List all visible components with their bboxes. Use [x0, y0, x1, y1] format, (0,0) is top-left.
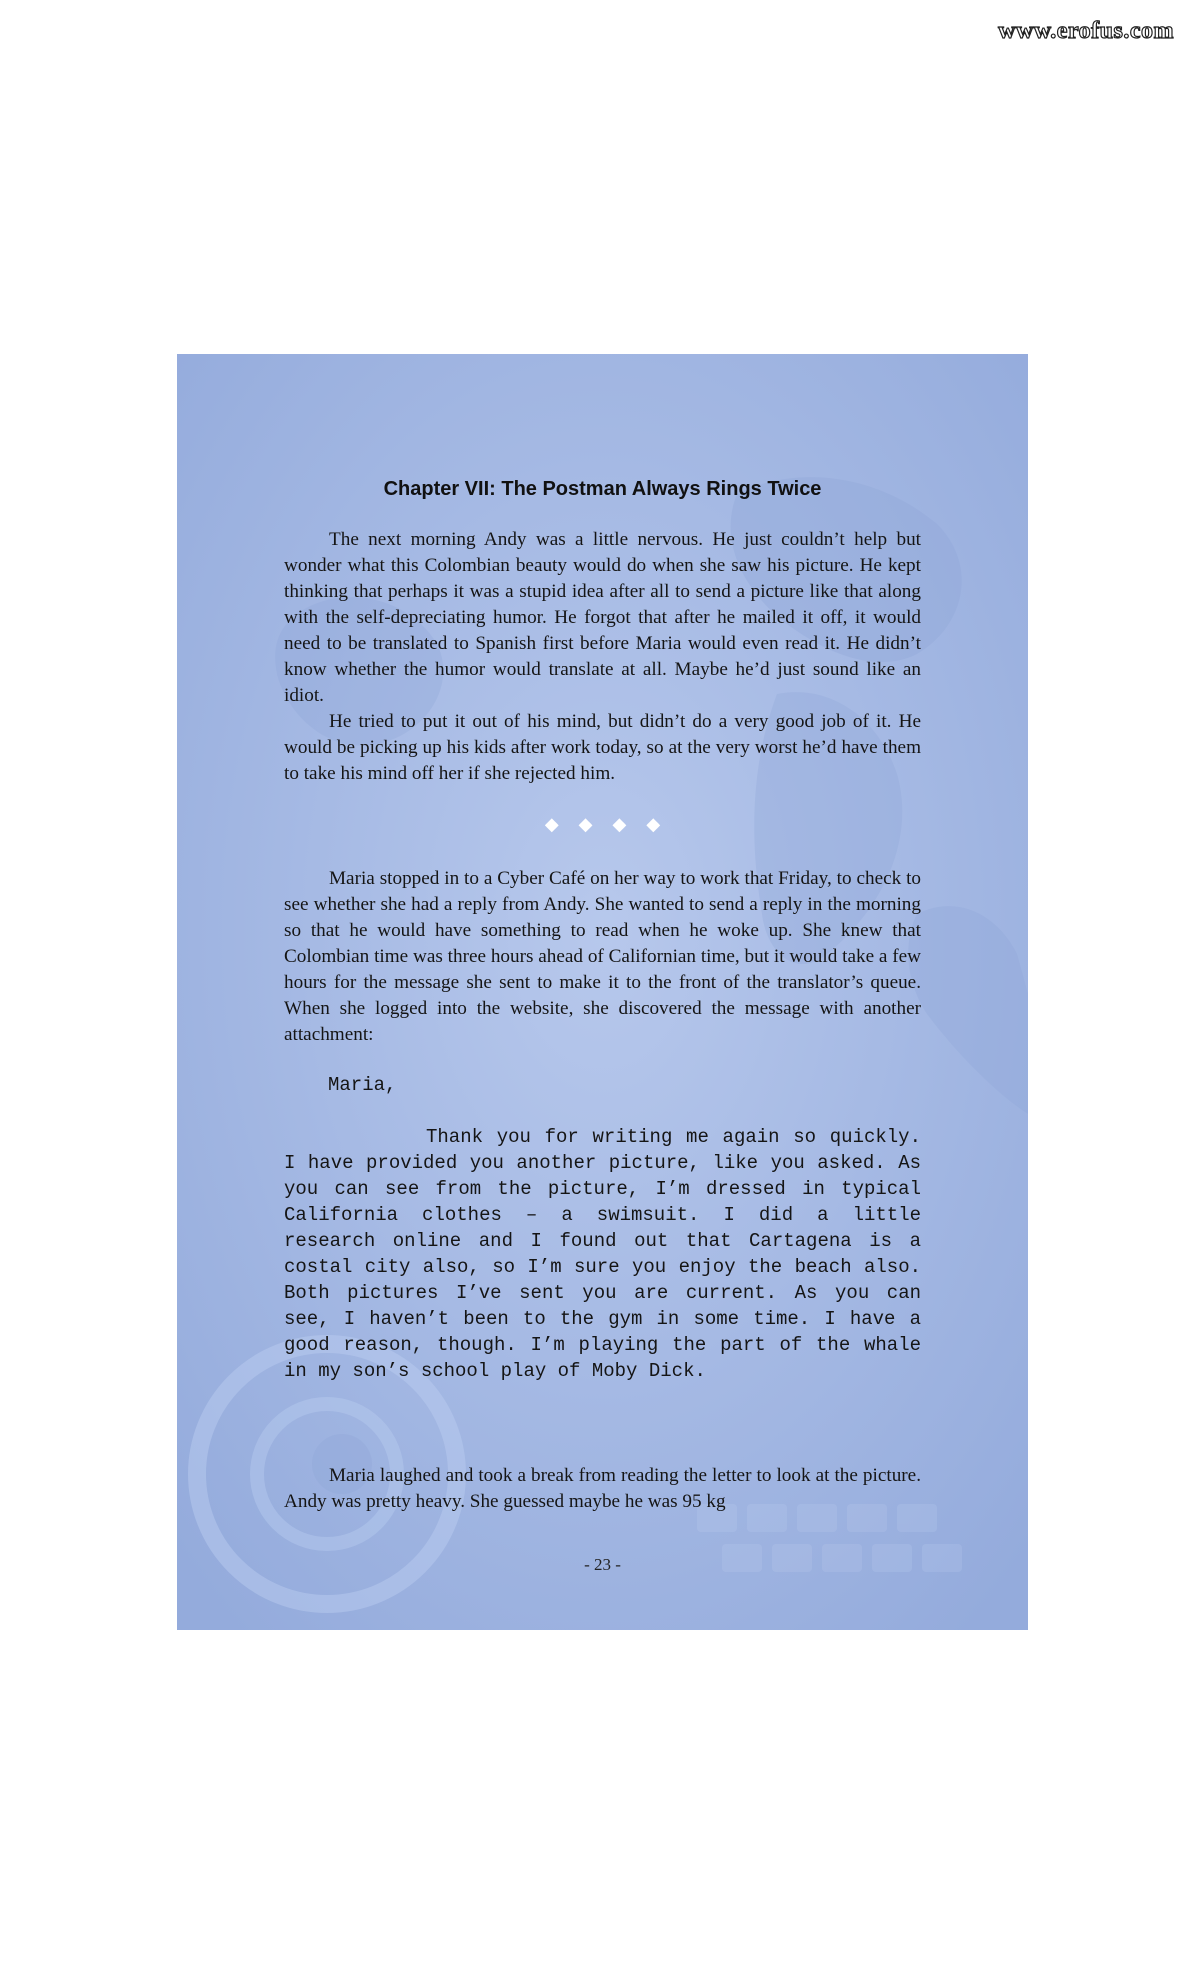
- paragraph-1: The next morning Andy was a little nervous. He just couldn’t help but wonder what this Colombian beauty would do when she saw his picture. He kept thinking that perhaps it was a stupid idea after all to send a picture like that along with the self-depreciating humor. He forgot that after he mailed it off, it would need to be translated to Spanish first before Maria would even read it. He didn’t know whether the humor would translate at all. Maybe he’d just sound like an idiot.: [284, 529, 921, 706]
- paragraph-3: Maria stopped in to a Cyber Café on her way to work that Friday, to check to see whether she had a reply from Andy. She wanted to send a reply in the morning so that he would have something to read when he woke up. She knew that Colombian time was three hours ahead of Californian time, but it would take a few hours for the message she sent to make it to the front of the translator’s queue. When she logged into the website, she discovered the message with another attachment:: [284, 868, 921, 1045]
- cyber-cafe-section: [284, 866, 921, 1048]
- opening-section: [284, 527, 921, 787]
- paragraph-2: He tried to put it out of his mind, but didn’t do a very good job of it. He would be picking up his kids after work today, so at the very worst he’d have them to take his mind off her if she rejected him.: [284, 711, 921, 784]
- letter-body: Thank you for writing me again so quickly. I have provided you another picture, like you asked. As you can see from the picture, I’m dressed in typical California clothes – a swimsuit. I did a little research online and I found out that Cartagena is a costal city also, so I’m sure you enjoy the beach also. Both pictures I’ve sent you are current. As you can see, I haven’t been to the gym in some time. I have a good reason, though. I’m playing the part of the whale in my son’s school play of Moby Dick.: [284, 1126, 921, 1382]
- paragraph-4: Maria laughed and took a break from reading the letter to look at the picture. Andy was pretty heavy. She guessed maybe he was 95 kg: [284, 1465, 921, 1512]
- section-divider: ◆◆◆◆: [544, 814, 681, 834]
- letter-block: [284, 1072, 921, 1384]
- closing-section: [284, 1463, 921, 1515]
- book-page: [177, 354, 1028, 1630]
- page-number: - 23 -: [584, 1555, 621, 1574]
- site-watermark: www.erofus.com: [998, 18, 1174, 44]
- chapter-title: Chapter VII: The Postman Always Rings Twice: [383, 478, 822, 500]
- letter-greeting: Maria,: [328, 1074, 397, 1096]
